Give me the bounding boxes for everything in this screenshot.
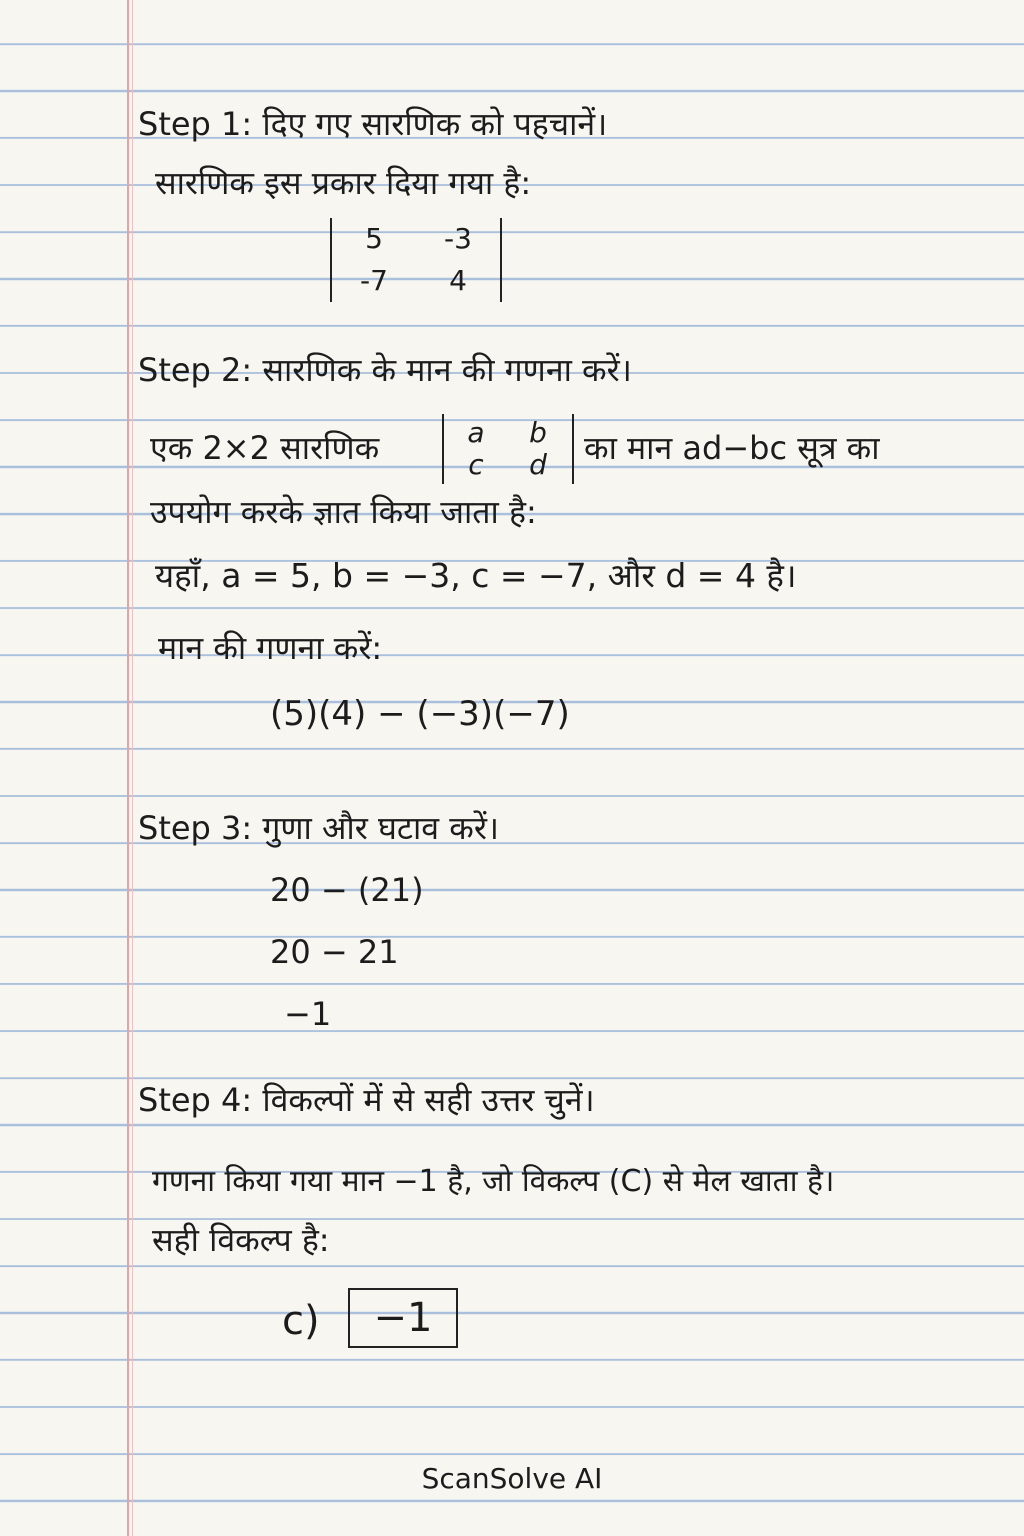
det-cell: 5 (365, 222, 383, 255)
det-cell: c (468, 448, 484, 481)
step2-compute-label: मान की गणना करें: (158, 629, 383, 667)
det-cell: b (529, 416, 547, 449)
margin-line (127, 0, 129, 1536)
det-cell: d (529, 448, 547, 481)
footer-brand: ScanSolve AI (421, 1462, 603, 1495)
answer-box: −1 (348, 1288, 458, 1348)
step4-heading: Step 4: विकल्पों में से सही उत्तर चुनें। (138, 1081, 595, 1119)
step3-line: 20 − 21 (270, 933, 399, 971)
margin-line-secondary (132, 0, 133, 1536)
det-cell: 4 (449, 264, 467, 297)
step1-line: सारणिक इस प्रकार दिया गया है: (155, 164, 532, 202)
step3-heading: Step 3: गुणा और घटाव करें। (138, 809, 500, 847)
det-cell: -3 (444, 222, 472, 255)
step3-line: 20 − (21) (270, 871, 424, 909)
step2-intro-pre: एक 2×2 सारणिक (150, 429, 380, 467)
step1-determinant (330, 218, 502, 302)
step2-expression: (5)(4) − (−3)(−7) (270, 694, 570, 734)
step2-symbolic-determinant (442, 414, 574, 484)
step2-heading: Step 2: सारणिक के मान की गणना करें। (138, 351, 632, 389)
step1-heading: Step 1: दिए गए सारणिक को पहचानें। (138, 105, 608, 143)
step4-line1: गणना किया गया मान −1 है, जो विकल्प (C) से मेल खाता है। (152, 1164, 835, 1199)
step3-line: −1 (284, 995, 332, 1033)
step2-line2: उपयोग करके ज्ञात किया जाता है: (150, 493, 537, 531)
answer-label: c) (282, 1298, 320, 1344)
step2-intro-post: का मान ad−bc सूत्र का (584, 429, 880, 467)
step2-values: यहाँ, a = 5, b = −3, c = −7, और d = 4 है। (155, 556, 797, 595)
det-cell: a (467, 416, 485, 449)
det-cell: -7 (360, 264, 388, 297)
step4-line2: सही विकल्प है: (152, 1221, 330, 1259)
